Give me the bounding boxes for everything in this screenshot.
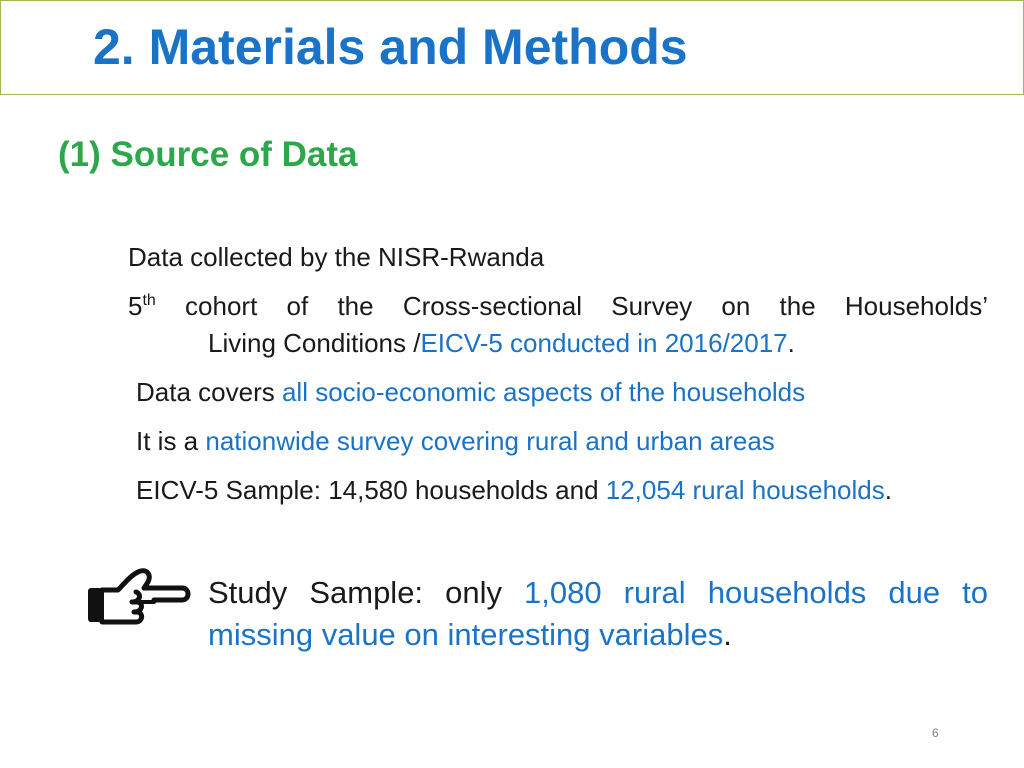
study-sample [208, 572, 988, 656]
bullet-text: Data covers [136, 377, 282, 407]
cohort-number: 5 [128, 291, 143, 321]
title-bar [0, 0, 1024, 95]
cohort-text: cohort of the Cross-sectional Survey on the Households’ [155, 291, 988, 321]
bullet-text: It is a [136, 426, 206, 456]
bullet-cohort [128, 289, 988, 323]
highlight-eicv5: EICV-5 conducted in 2016/2017 [420, 328, 788, 358]
bullet-sample-size [136, 473, 892, 507]
ordinal-suffix: th [142, 292, 156, 309]
bullet-text: Data collected by the NISR-Rwanda [128, 242, 545, 272]
slide-title: 2. Materials and Methods [93, 19, 688, 75]
punctuation: . [884, 475, 892, 505]
bullet-nationwide [136, 424, 775, 458]
study-line-2 [208, 614, 988, 656]
bullet-data-collected [128, 240, 544, 274]
punctuation: . [723, 617, 732, 652]
bullet-text: EICV-5 Sample: 14,580 households and [136, 475, 606, 505]
highlight-socio-economic: all socio-economic aspects of the households [281, 377, 806, 407]
section-heading: (1) Source of Data [58, 135, 358, 174]
continuation-text: Living Conditions / [208, 328, 421, 358]
highlight-study-size: 1,080 rural households due to [524, 575, 988, 610]
study-label: Study Sample: only [208, 575, 525, 610]
bullet-data-covers [136, 375, 805, 409]
punctuation: . [787, 328, 795, 358]
highlight-missing-values: missing value on interesting variables [208, 617, 724, 652]
study-line-1 [208, 572, 988, 614]
pointing-hand-icon [84, 568, 192, 632]
highlight-rural-households: 12,054 rural households [605, 475, 885, 505]
bullet-cohort-continuation [208, 326, 795, 360]
page-number: 6 [932, 726, 939, 740]
highlight-nationwide: nationwide survey covering rural and urban areas [205, 426, 775, 456]
